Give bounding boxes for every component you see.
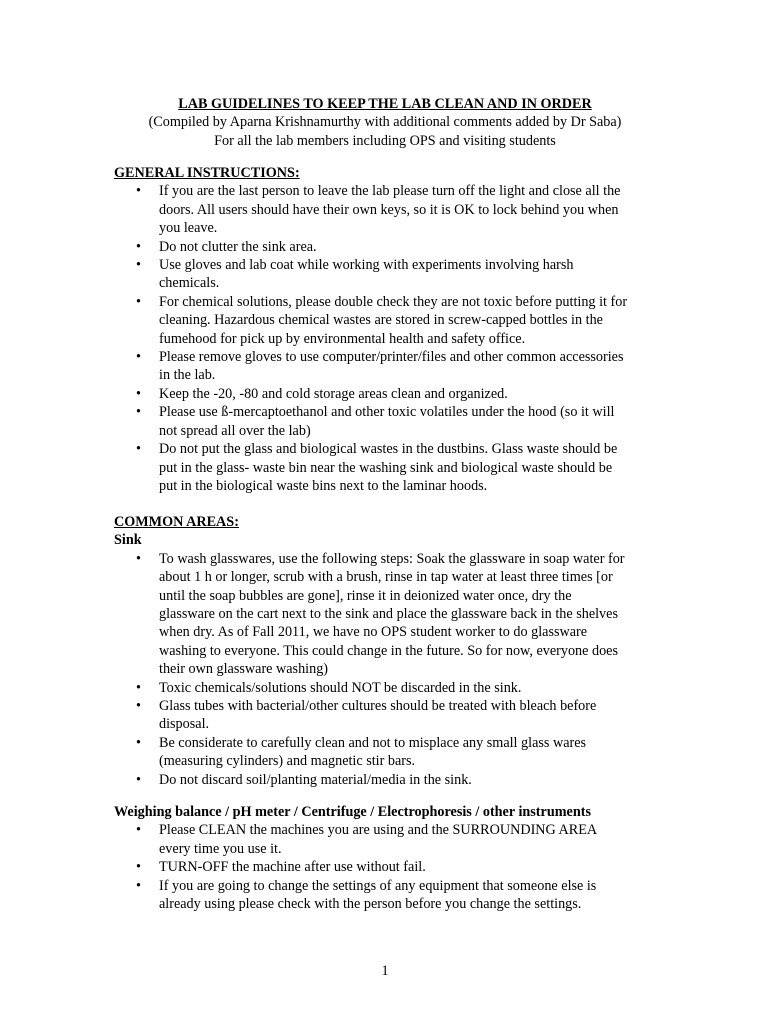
general-instructions-heading: GENERAL INSTRUCTIONS: <box>114 165 300 181</box>
bullet-icon: • <box>136 698 141 715</box>
list-item <box>114 771 674 789</box>
instruments-section <box>114 803 674 913</box>
list-item-text: already using please check with the person before you change the settings. <box>159 896 582 913</box>
common-areas-section <box>114 513 674 789</box>
list-item-text: washing to everyone. This could change in the future. So for now, everyone does <box>159 642 619 659</box>
bullet-icon: • <box>136 859 141 876</box>
bullet-icon: • <box>136 679 141 696</box>
list-item-text: Use gloves and lab coat while working with experiments involving harsh <box>159 257 574 274</box>
bullet-icon: • <box>136 404 141 421</box>
list-item-text: (measuring cylinders) and magnetic stir bars. <box>159 753 416 770</box>
list-item-text: Toxic chemicals/solutions should NOT be discarded in the sink. <box>159 679 522 696</box>
list-item-text: Please CLEAN the machines you are using and the SURROUNDING AREA <box>159 822 598 839</box>
list-item-text: chemicals. <box>159 275 220 292</box>
list-item <box>114 385 674 403</box>
list-item <box>114 440 674 495</box>
list-item-text: put in the biological waste bins next to the laminar hoods. <box>159 477 488 494</box>
list-item-text: For chemical solutions, please double check they are not toxic before putting it for <box>159 293 628 310</box>
compiled-by-line: (Compiled by Aparna Krishnamurthy with additional comments added by Dr Saba) <box>148 114 622 131</box>
bullet-icon: • <box>136 550 141 567</box>
bullet-icon: • <box>136 734 141 751</box>
list-item-text: TURN-OFF the machine after use without fail. <box>159 859 426 876</box>
list-item-text: If you are going to change the settings of any equipment that someone else is <box>159 877 597 894</box>
list-item <box>114 182 674 237</box>
list-item <box>114 858 674 876</box>
bullet-icon: • <box>136 238 141 255</box>
list-item <box>114 697 674 734</box>
list-item-text: until the soap bubbles are gone], rinse it in deionized water once, dry the <box>159 587 572 604</box>
sink-heading: Sink <box>114 532 142 549</box>
common-areas-heading: COMMON AREAS: <box>114 514 239 530</box>
list-item-text: Do not discard soil/planting material/media in the sink. <box>159 771 472 788</box>
list-item-text: Be considerate to carefully clean and not to misplace any small glass wares <box>159 734 587 751</box>
list-item-text: every time you use it. <box>159 840 282 857</box>
list-item-text: To wash glasswares, use the following steps: Soak the glassware in soap water for <box>159 550 625 567</box>
audience-line: For all the lab members including OPS and visiting students <box>214 132 556 149</box>
bullet-icon: • <box>136 822 141 839</box>
list-item-text: disposal. <box>159 716 210 733</box>
list-item-text: put in the glass- waste bin near the washing sink and biological waste should be <box>159 459 613 476</box>
list-item-text: cleaning. Hazardous chemical wastes are stored in screw-capped bottles in the <box>159 312 603 329</box>
list-item <box>114 238 674 256</box>
list-item-text: in the lab. <box>159 367 216 384</box>
list-item-text: not spread all over the lab) <box>159 422 311 439</box>
list-item <box>114 403 674 440</box>
list-item <box>114 877 674 914</box>
list-item-text: glassware on the cart next to the sink and place the glassware back in the shelves <box>159 606 618 623</box>
list-item <box>114 256 674 293</box>
list-item-text: Do not put the glass and biological wastes in the dustbins. Glass waste should be <box>159 441 618 458</box>
list-item <box>114 821 674 858</box>
list-item-text: Please use ß-mercaptoethanol and other toxic volatiles under the hood (so it will <box>159 404 615 421</box>
bullet-icon: • <box>136 385 141 402</box>
general-instructions-section <box>114 164 674 495</box>
list-item-text: Do not clutter the sink area. <box>159 238 317 255</box>
list-item <box>114 734 674 771</box>
document-header <box>0 95 770 150</box>
list-item-text: fumehood for pick up by environmental health and safety office. <box>159 330 526 347</box>
document-title: LAB GUIDELINES TO KEEP THE LAB CLEAN AND IN ORDER <box>178 96 592 112</box>
bullet-icon: • <box>136 257 141 274</box>
bullet-icon: • <box>136 349 141 366</box>
list-item-text: Keep the -20, -80 and cold storage areas clean and organized. <box>159 385 508 402</box>
list-item-text: Please remove gloves to use computer/printer/files and other common accessories <box>159 349 624 366</box>
list-item <box>114 550 674 679</box>
list-item-text: If you are the last person to leave the lab please turn off the light and close all the <box>159 183 621 200</box>
list-item-text: when dry. As of Fall 2011, we have no OPS student worker to do glassware <box>159 624 588 641</box>
sink-list <box>114 550 674 789</box>
list-item-text: you leave. <box>159 220 218 237</box>
list-item-text: their own glassware washing) <box>159 661 329 678</box>
instruments-list <box>114 821 674 913</box>
list-item <box>114 293 674 348</box>
bullet-icon: • <box>136 183 141 200</box>
bullet-icon: • <box>136 293 141 310</box>
general-instructions-list <box>114 182 674 495</box>
bullet-icon: • <box>136 441 141 458</box>
list-item <box>114 679 674 697</box>
list-item-text: Glass tubes with bacterial/other cultures should be treated with bleach before <box>159 698 597 715</box>
list-item-text: about 1 h or longer, scrub with a brush, rinse in tap water at least three times [or <box>159 569 613 586</box>
bullet-icon: • <box>136 877 141 894</box>
list-item-text: doors. All users should have their own keys, so it is OK to lock behind you when <box>159 201 619 218</box>
list-item <box>114 348 674 385</box>
bullet-icon: • <box>136 771 141 788</box>
page-number: 1 <box>381 963 389 979</box>
instruments-heading: Weighing balance / pH meter / Centrifuge / Electrophoresis / other instruments <box>114 804 591 820</box>
